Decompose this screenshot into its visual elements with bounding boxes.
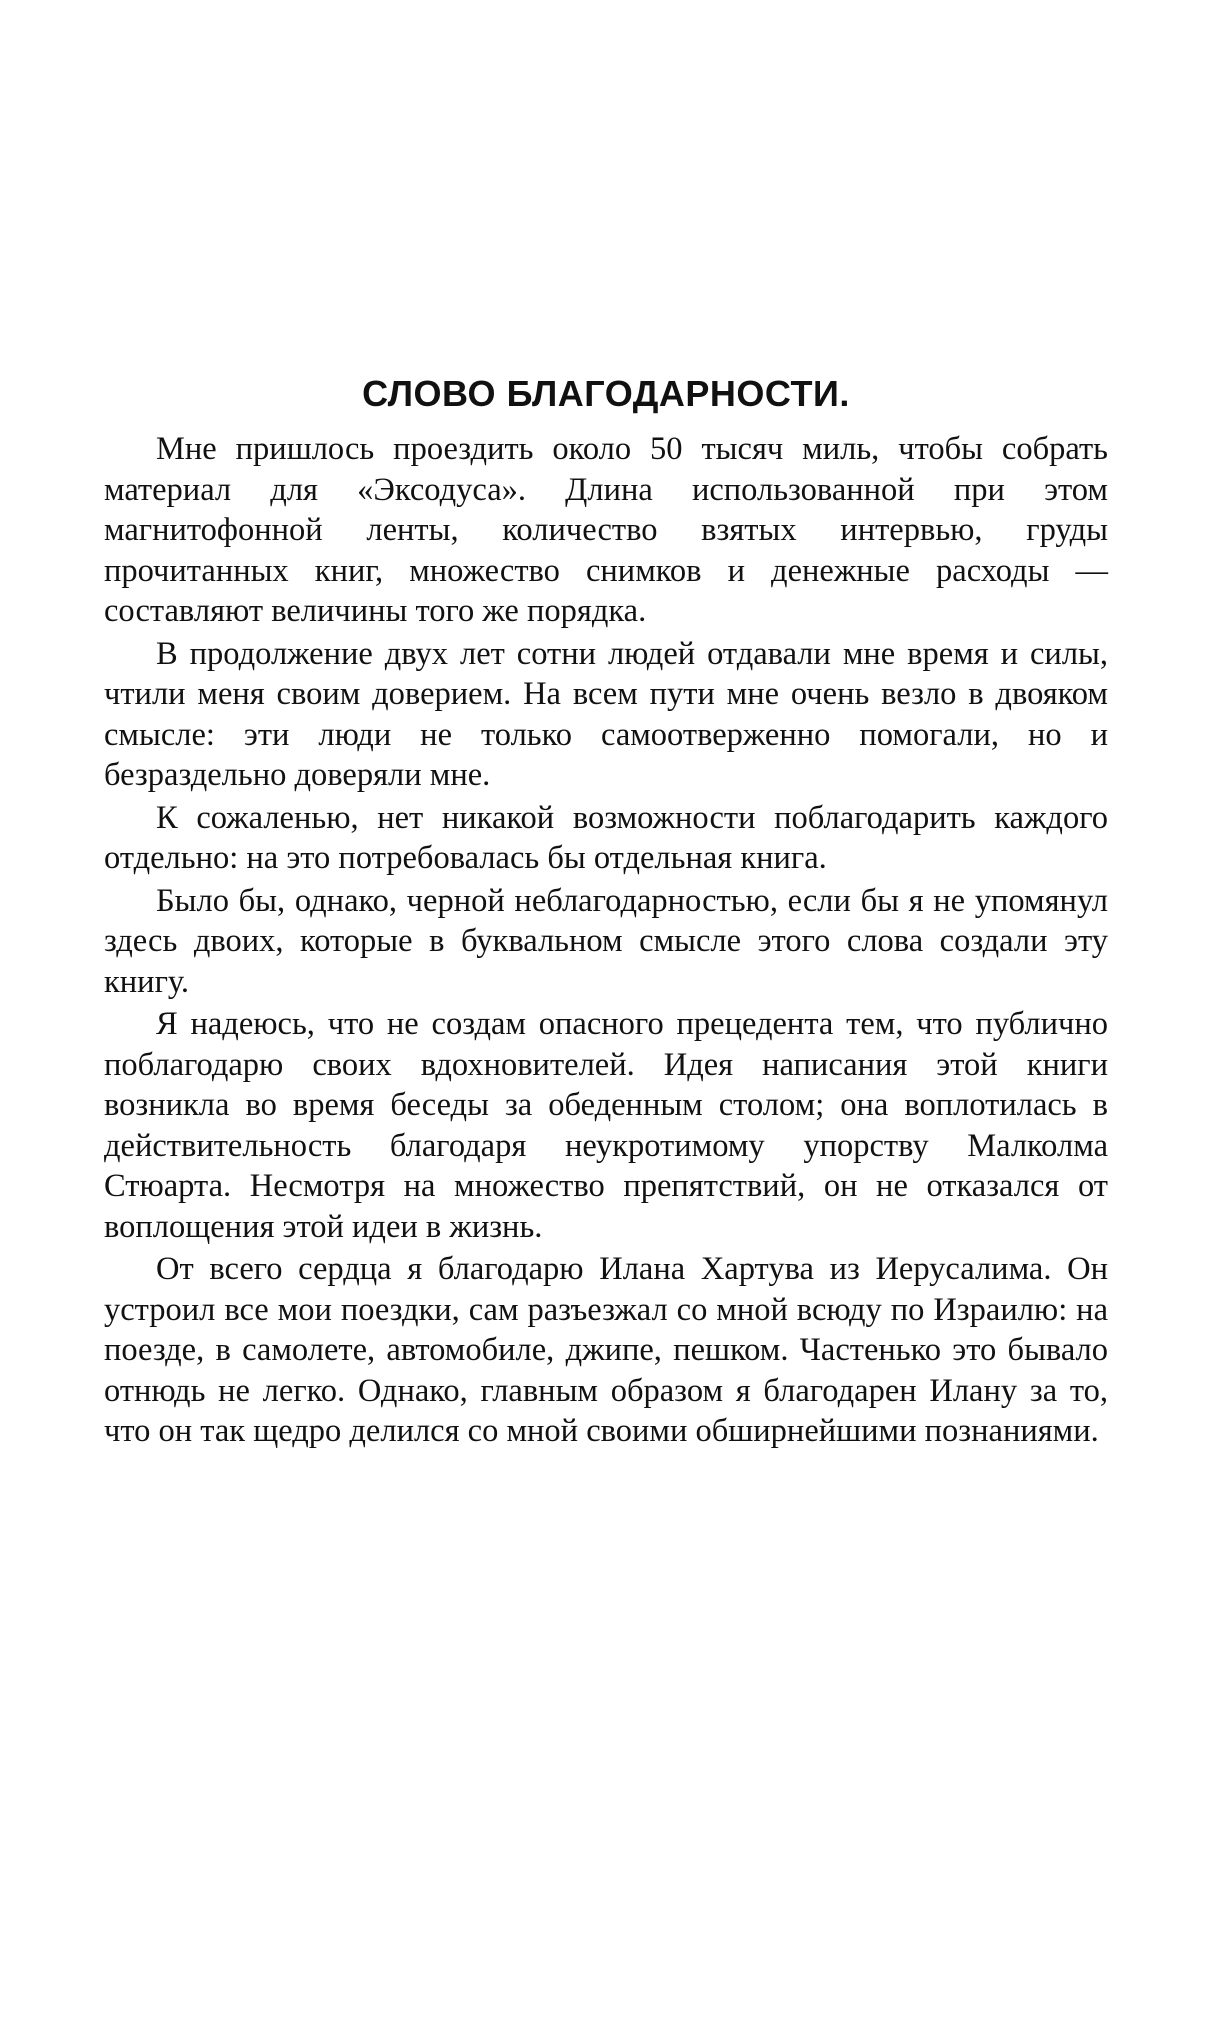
document-page — [104, 372, 1108, 1454]
paragraph-2: В продолжение двух лет сотни людей отдавали мне время и силы, чтили меня своим доверием. На всем пути мне очень везло в двояком смысле: эти люди не только самоотверженно помогали, но и безраздельно доверяли мне. — [104, 635, 1108, 794]
page-title: СЛОВО БЛАГОДАРНОСТИ. — [362, 373, 850, 414]
paragraph-3: К сожаленью, нет никакой возможности поблагодарить каждого отдельно: на это потребовалась бы отдельная книга. — [104, 799, 1108, 877]
paragraph-4: Было бы, однако, черной неблагодарностью, если бы я не упомянул здесь двоих, которые в буквальном смысле этого слова создали эту книгу. — [104, 882, 1108, 1000]
paragraph-5: Я надеюсь, что не создам опасного прецедента тем, что публично поблагодарю своих вдохновителей. Идея написания этой книги возникла во время беседы за обеденным столом; она воплотилась в действительность благодаря неукротимому упорству Малколма Стюарта. Несмотря на множество препятствий, он не отказался от воплощения этой идеи в жизнь. — [104, 1006, 1108, 1245]
paragraph-6: От всего сердца я благодарю Илана Хартува из Иерусалима. Он устроил все мои поездки, сам разъезжал со мной всюду по Израилю: на поезде, в самолете, автомобиле, джипе, пешком. Частенько это бывало отнюдь не легко. Однако, главным образом я благодарен Илану за то, что он так щедро делился со мной своими обширнейшими познаниями. — [104, 1251, 1108, 1450]
paragraph-1: Мне пришлось проездить около 50 тысяч миль, чтобы собрать материал для «Эксодуса». Длина использованной при этом магнитофонной ленты, количество взятых интервью, груды прочитанных книг, множество снимков и денежные расходы — составляют величины того же порядка. — [104, 431, 1108, 630]
